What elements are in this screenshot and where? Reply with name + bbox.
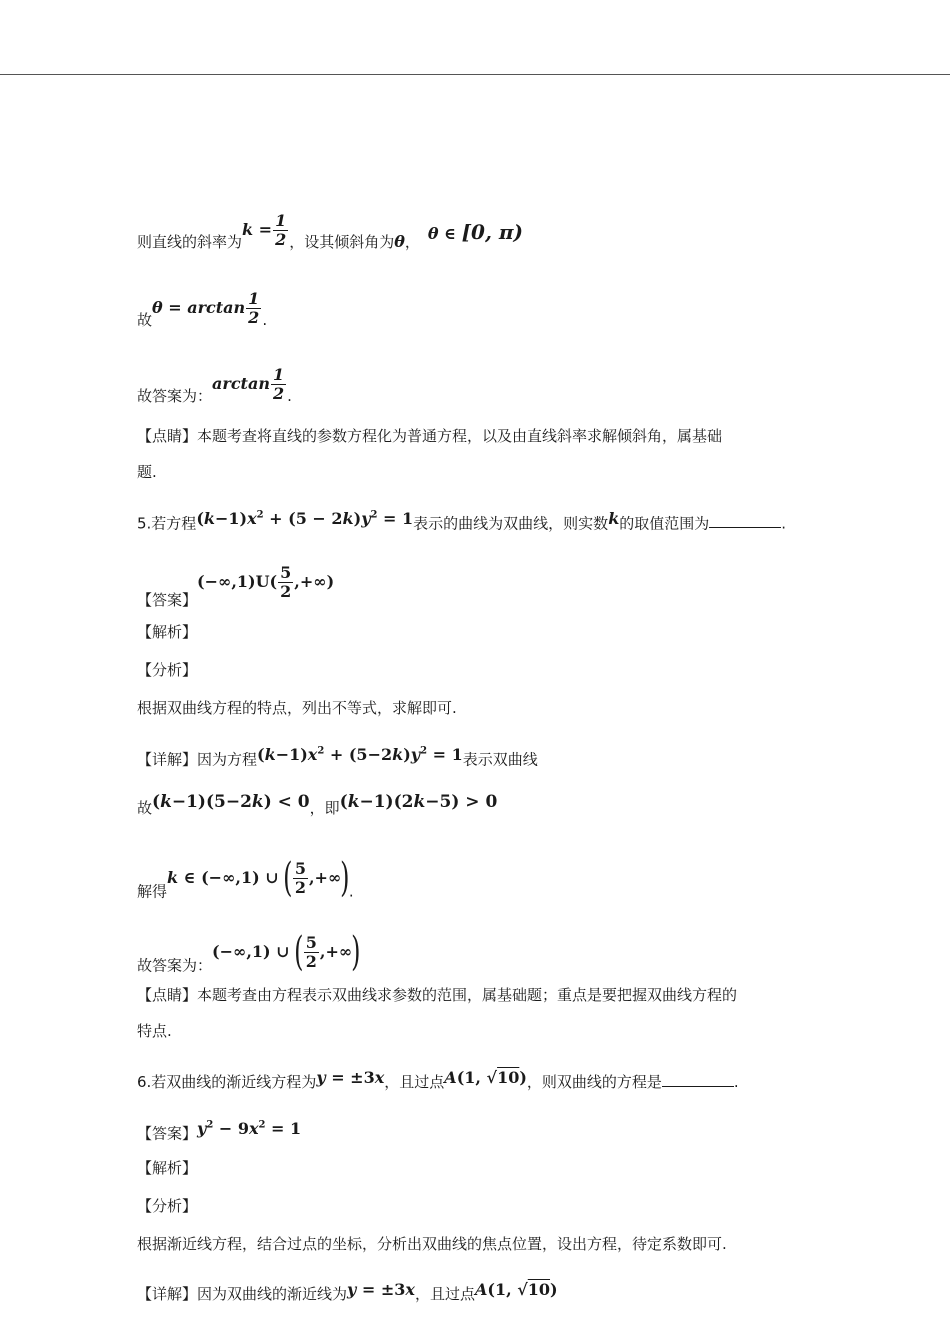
text-line: 解得k ∈ (−∞,1) ∪ ( $\frac{5}{2}$ ,+∞). bbox=[137, 855, 354, 901]
formula-answer-range: (−∞,1)U( $\frac{5}{2}$ ,+∞) bbox=[197, 563, 335, 601]
text: ，设其倾斜角为 bbox=[289, 233, 395, 251]
text-line: 【分析】 bbox=[137, 1197, 198, 1215]
text: ，且过点 bbox=[384, 1073, 445, 1091]
text-line: 根据渐近线方程，结合过点的坐标，分析出双曲线的焦点位置，设出方程，待定系数即可. bbox=[137, 1235, 727, 1253]
answer-blank bbox=[709, 513, 781, 528]
formula-point: A(1, √10) bbox=[444, 1068, 527, 1087]
text-line: 【分析】 bbox=[137, 661, 198, 679]
text-line: 【点睛】本题考查将直线的参数方程化为普通方程，以及由直线斜率求解倾斜角，属基础 bbox=[137, 427, 723, 445]
text: 5.若方程 bbox=[137, 514, 197, 533]
formula-asymptote: y = ±3x bbox=[316, 1068, 385, 1087]
text-line: 【点睛】本题考查由方程表示双曲线求参数的范围，属基础题；重点是要把握双曲线方程的 bbox=[137, 986, 738, 1004]
text: 【详解】因为双曲线的渐近线为 bbox=[137, 1285, 348, 1303]
text: 故答案为： bbox=[137, 387, 213, 405]
formula-k-var: k bbox=[608, 509, 620, 529]
formula-theta-range: θ ∈ [0, π) bbox=[427, 220, 523, 244]
formula-arctan: θ = arctan $\frac{1}{2}$ bbox=[152, 289, 260, 327]
text-line: 【解析】 bbox=[137, 1159, 198, 1177]
formula-asymptote: y = ±3x bbox=[347, 1280, 415, 1299]
text: ，且过点 bbox=[414, 1285, 475, 1303]
text-line bbox=[137, 929, 361, 986]
text: 6.若双曲线的渐近线方程为 bbox=[137, 1073, 317, 1091]
formula-answer-solution: (−∞,1) ∪ ( $\frac{5}{2}$ ,+∞) bbox=[212, 929, 361, 975]
text: 【详解】因为方程 bbox=[137, 750, 258, 769]
text: 故 bbox=[137, 799, 153, 817]
formula-answer-hyperbola: $y^2 - 9x^2 = 1$ bbox=[197, 1119, 302, 1139]
formula-solution: k ∈ (−∞,1) ∪ ( $\frac{5}{2}$ ,+∞) bbox=[167, 855, 350, 901]
text-line: 则直线的斜率为k = $\frac{1}{2}$ ，设其倾斜角为θ， θ ∈ [0, π) bbox=[137, 211, 523, 251]
text: 解得 bbox=[137, 882, 168, 901]
answer-line bbox=[137, 563, 335, 619]
answer-line bbox=[137, 1120, 301, 1143]
formula-equation: $(k-1)x^2 + (5 - 2k)y^2 = 1$ bbox=[196, 509, 414, 529]
text-line: 特点. bbox=[137, 1022, 172, 1040]
question-6: 6.若双曲线的渐近线方程为y = ±3x，且过点A(1, √10)，则双曲线的方程是 . bbox=[137, 1068, 739, 1091]
text: 表示双曲线 bbox=[462, 750, 538, 769]
formula-point: A(1, √10) bbox=[474, 1280, 558, 1299]
text-line: 【解析】 bbox=[137, 623, 198, 641]
text: 则直线的斜率为 bbox=[137, 233, 243, 251]
text-line bbox=[137, 1280, 558, 1304]
text: 故 bbox=[137, 311, 153, 329]
header-rule bbox=[0, 74, 950, 75]
text-line bbox=[137, 746, 538, 769]
text-line bbox=[137, 792, 498, 818]
text-line: 根据双曲线方程的特点，列出不等式，求解即可. bbox=[137, 699, 457, 717]
formula-theta: θ bbox=[394, 232, 405, 251]
formula-inequality-1: (k−1)(5−2k) < 0 bbox=[152, 792, 310, 812]
text: 表示的曲线为双曲线，则实数 bbox=[413, 514, 609, 533]
answer-blank bbox=[662, 1072, 734, 1087]
question-5: 5.若方程$(k-1)x^2 + (5 - 2k)y^2 = 1$表示的曲线为双曲线，则实数k的取值范围为 . bbox=[137, 509, 787, 533]
text-line: 故答案为：arctan $\frac{1}{2}$ . bbox=[137, 365, 292, 405]
formula-inequality-2: (k−1)(2k−5) > 0 bbox=[339, 792, 498, 812]
text: 故答案为： bbox=[137, 956, 213, 975]
text: ，即 bbox=[309, 799, 340, 817]
text: ，则双曲线的方程是 bbox=[526, 1073, 662, 1091]
text-line: 故θ = arctan $\frac{1}{2}$ . bbox=[137, 289, 268, 329]
text: 【答案】 bbox=[137, 591, 198, 609]
text: 的取值范围为 bbox=[619, 514, 710, 533]
formula-k: k = $\frac{1}{2}$ bbox=[242, 211, 287, 249]
text: 【答案】 bbox=[137, 1124, 198, 1143]
formula-equation: $(k-1)x^2 + (5-2k)y^2 = 1$ bbox=[257, 745, 463, 765]
text-line: 题. bbox=[137, 463, 157, 481]
formula-answer-arctan: arctan $\frac{1}{2}$ bbox=[212, 365, 285, 403]
